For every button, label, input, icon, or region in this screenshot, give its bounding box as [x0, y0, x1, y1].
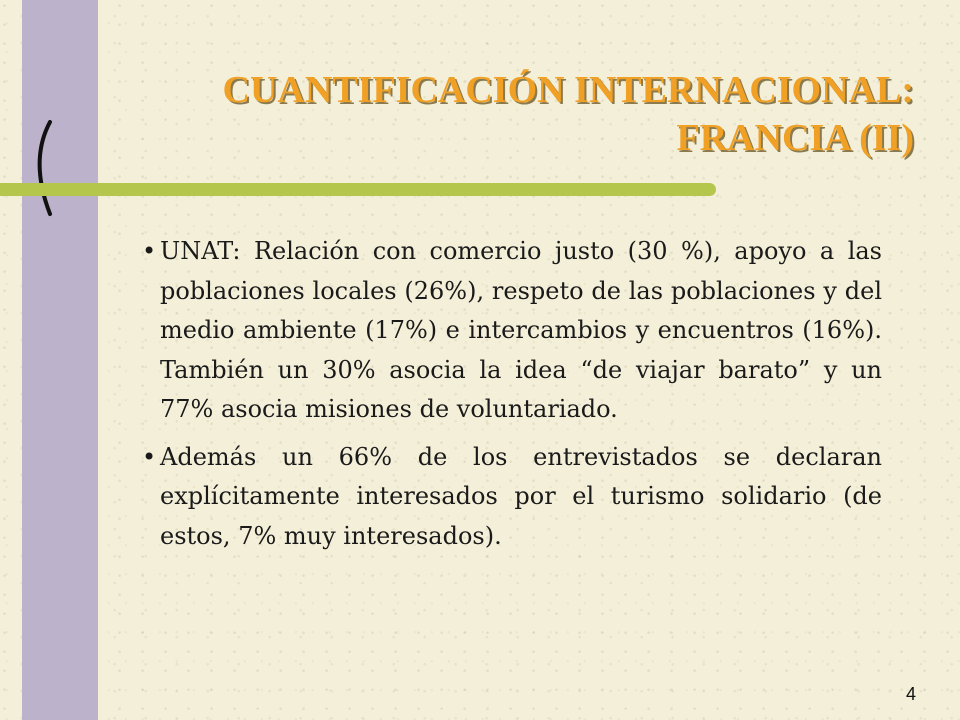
slide-title-line-2: FRANCIA (II)	[676, 117, 914, 159]
accent-bar	[0, 183, 716, 196]
bracket-icon	[28, 118, 68, 218]
sidebar-band	[22, 0, 98, 720]
bullet-text: UNAT: Relación con comercio justo (30 %), apoyo a las poblaciones locales (26%), respeto de las poblaciones y del medio ambiente (17%) e intercambios y encuentros (16%). También un 30% asocia la idea “de viajar barato” y un 77% asocia misiones de voluntariado.	[160, 237, 882, 423]
bullet-text: Además un 66% de los entrevistados se declaran explícitamente interesados por el turismo solidario (de estos, 7% muy interesados).	[160, 442, 882, 550]
bullet-item	[142, 232, 882, 430]
bullet-dot: •	[142, 442, 157, 471]
bullet-list	[142, 232, 882, 564]
bullet-dot: •	[142, 237, 157, 265]
bullet-item	[142, 438, 882, 557]
slide-title	[154, 66, 914, 162]
page-number: 4	[906, 684, 917, 704]
slide-title-line-1: CUANTIFICACIÓN INTERNACIONAL:	[222, 69, 914, 111]
